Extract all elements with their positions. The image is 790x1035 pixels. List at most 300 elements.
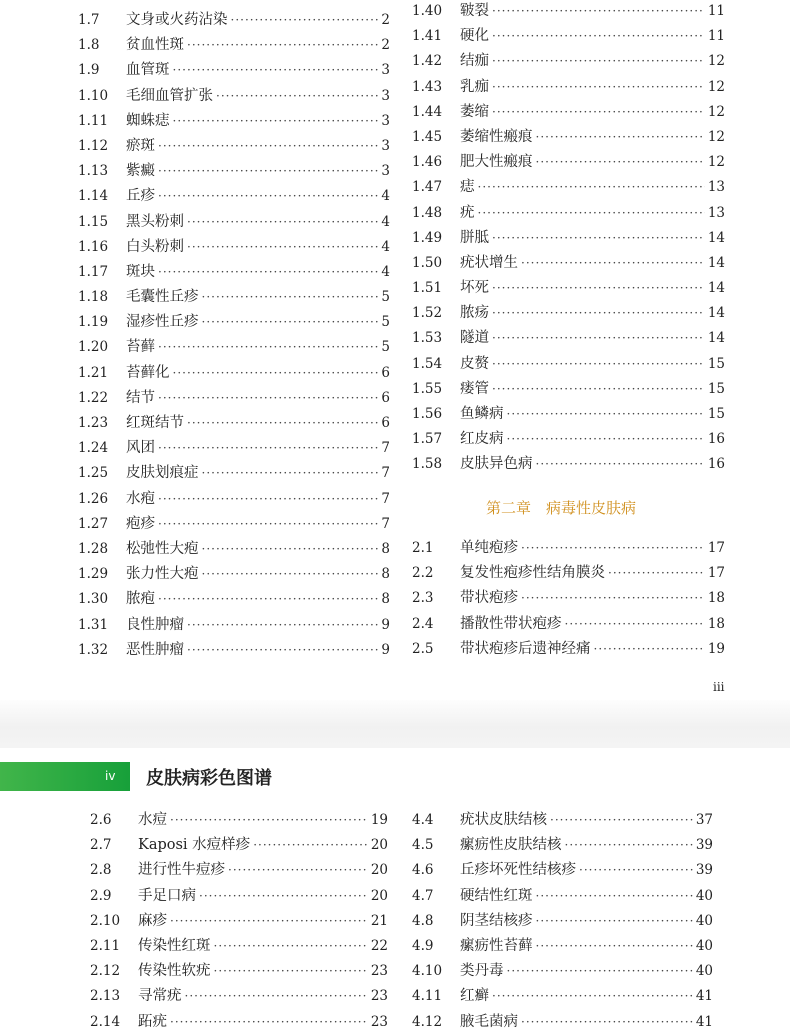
toc-entry-page: 9 <box>381 616 390 633</box>
toc-entry-page: 16 <box>707 431 725 448</box>
toc-entry-number: 1.52 <box>412 305 443 322</box>
toc-entry-title: 松弛性大疱 <box>126 540 199 557</box>
toc-entry-title: 瘘管 <box>460 380 489 397</box>
toc-entry-number: 1.46 <box>412 154 443 171</box>
toc-entry <box>90 984 388 1009</box>
leader-dots <box>594 642 705 656</box>
toc-entry-page: 12 <box>707 53 725 70</box>
leader-dots <box>158 189 378 203</box>
toc-entry-page: 18 <box>707 615 725 632</box>
toc-entry-number: 1.12 <box>78 137 109 154</box>
toc-entry <box>78 411 390 436</box>
toc-entry-number: 1.57 <box>412 431 443 448</box>
toc-entry-page: 7 <box>381 490 390 507</box>
leader-dots <box>565 838 693 852</box>
toc-entry-number: 1.11 <box>78 112 109 129</box>
toc-entry-title: 血管斑 <box>126 62 170 79</box>
toc-entry-title: 瘰疬性苔藓 <box>460 937 533 954</box>
toc-entry-title: 坏死 <box>460 280 489 297</box>
leader-dots <box>521 541 705 555</box>
toc-entry <box>90 959 388 984</box>
toc-entry-title: 类丹毒 <box>460 963 504 980</box>
toc-entry-number: 1.23 <box>78 415 109 431</box>
toc-entry <box>412 612 725 637</box>
toc-entry <box>412 251 725 276</box>
toc-entry-number: 4.6 <box>412 862 434 879</box>
leader-dots <box>158 391 378 405</box>
toc-entry-page: 5 <box>381 289 390 306</box>
toc-entry-number: 1.31 <box>78 616 109 633</box>
toc-entry-page: 40 <box>695 937 713 954</box>
leader-dots <box>158 265 378 279</box>
toc-entry-page: 12 <box>707 78 725 95</box>
toc-entry-number: 1.15 <box>78 213 109 230</box>
toc-entry <box>412 201 725 226</box>
toc-entry-number: 1.18 <box>78 289 109 306</box>
toc-entry-number: 1.44 <box>412 103 443 120</box>
page-number: iv <box>105 769 116 783</box>
leader-dots <box>492 331 705 345</box>
toc-entry-title: 丘疹坏死性结核疹 <box>460 862 576 879</box>
toc-entry-page: 40 <box>695 912 713 929</box>
toc-entry-title: 脓疡 <box>460 305 489 322</box>
toc-entry-title: 萎缩性瘢痕 <box>460 128 533 145</box>
toc-entry-number: 1.10 <box>78 87 109 104</box>
toc-right-column <box>412 0 725 478</box>
toc-entry-page: 12 <box>707 103 725 120</box>
leader-dots <box>187 416 378 430</box>
toc-entry-title: 蜘蛛痣 <box>126 112 170 129</box>
toc-entry-page: 7 <box>381 440 390 457</box>
toc-entry-page: 5 <box>381 339 390 356</box>
toc-entry-title: 丘疹 <box>126 188 155 205</box>
toc-entry-number: 4.10 <box>412 963 443 980</box>
toc-entry-page: 6 <box>381 364 390 381</box>
toc-entry <box>90 808 388 833</box>
chapter-heading: 第二章 病毒性皮肤病 <box>486 499 637 517</box>
leader-dots <box>521 256 705 270</box>
toc-entry-page: 7 <box>381 465 390 482</box>
toc-entry <box>90 934 388 959</box>
leader-dots <box>253 838 368 852</box>
toc-entry-title: 痣 <box>460 179 475 196</box>
toc-entry-title: 瘰疬性皮肤结核 <box>460 837 562 854</box>
toc-entry-page: 6 <box>381 415 390 431</box>
toc-entry <box>90 884 388 909</box>
toc-entry <box>412 452 725 477</box>
toc-entry-number: 1.32 <box>78 641 109 658</box>
toc-entry-page: 39 <box>695 862 713 879</box>
toc-entry-page: 16 <box>707 456 725 473</box>
toc-entry-title: 斑块 <box>126 263 155 280</box>
toc-entry-page: 12 <box>707 154 725 171</box>
toc-entry <box>78 461 390 486</box>
leader-dots <box>170 813 368 827</box>
leader-dots <box>202 567 379 581</box>
toc-entry <box>78 33 390 58</box>
page-tab-green <box>0 762 130 791</box>
leader-dots <box>536 939 693 953</box>
leader-dots <box>492 4 705 18</box>
toc-entry-page: 6 <box>381 389 390 406</box>
toc-entry-title: 张力性大疱 <box>126 566 199 583</box>
toc-entry <box>412 352 725 377</box>
leader-dots <box>521 591 705 605</box>
toc-entry-number: 1.28 <box>78 540 109 557</box>
leader-dots <box>187 215 378 229</box>
toc-entry-number: 4.9 <box>412 937 434 954</box>
leader-dots <box>536 914 693 928</box>
toc-entry-page: 4 <box>381 263 390 280</box>
toc-entry-number: 2.3 <box>412 590 434 607</box>
toc-entry-title: 传染性软疣 <box>138 963 211 980</box>
toc-entry-title: 腋毛菌病 <box>460 1013 518 1030</box>
toc-entry-page: 4 <box>381 213 390 230</box>
toc-entry-title: 跖疣 <box>138 1013 167 1030</box>
toc-entry-title: 红皮病 <box>460 431 504 448</box>
toc-entry <box>412 75 725 100</box>
toc-entry-page: 40 <box>695 887 713 904</box>
toc-entry-number: 1.54 <box>412 355 443 372</box>
toc-entry-title: 水疱 <box>126 490 155 507</box>
toc-entry-number: 2.2 <box>412 565 434 582</box>
leader-dots <box>507 407 705 421</box>
book-title: 皮肤病彩色图谱 <box>146 768 272 789</box>
toc-entry <box>90 833 388 858</box>
leader-dots <box>507 432 705 446</box>
toc-entry <box>78 613 390 638</box>
toc-entry-title: 风团 <box>126 440 155 457</box>
toc-entry-title: 带状疱疹 <box>460 590 518 607</box>
toc-entry-number: 1.49 <box>412 229 443 246</box>
toc-entry <box>78 285 390 310</box>
toc-entry <box>412 959 713 984</box>
toc-entry-number: 1.47 <box>412 179 443 196</box>
toc-entry <box>412 1010 713 1035</box>
leader-dots <box>492 105 705 119</box>
toc-entry-title: 毛细血管扩张 <box>126 87 213 104</box>
leader-dots <box>579 863 693 877</box>
toc-entry-title: 苔藓 <box>126 339 155 356</box>
leader-dots <box>199 889 368 903</box>
toc-entry <box>78 587 390 612</box>
toc-entry-title: 黑头粉刺 <box>126 213 184 230</box>
leader-dots <box>187 643 378 657</box>
toc-entry-title: 白头粉刺 <box>126 238 184 255</box>
toc-entry <box>78 260 390 285</box>
leader-dots <box>214 939 368 953</box>
toc-entry-number: 2.6 <box>90 812 112 828</box>
toc-entry-number: 1.45 <box>412 128 443 145</box>
toc-entry <box>412 377 725 402</box>
toc-entry-number: 1.58 <box>412 456 443 473</box>
leader-dots <box>216 89 378 103</box>
toc-entry-title: 肥大性瘢痕 <box>460 154 533 171</box>
leader-dots <box>536 457 705 471</box>
toc-entry <box>78 310 390 335</box>
toc-entry-page: 15 <box>707 406 725 422</box>
leader-dots <box>507 964 693 978</box>
toc-entry <box>412 427 725 452</box>
toc-entry-page: 4 <box>381 188 390 205</box>
toc-entry-title: 水痘 <box>138 812 167 828</box>
leader-dots <box>492 29 705 43</box>
toc-entry-number: 1.7 <box>78 12 100 28</box>
toc-entry-page: 14 <box>707 280 725 297</box>
leader-dots <box>158 517 378 531</box>
toc-entry-title: 脓疱 <box>126 591 155 608</box>
toc-entry-number: 1.24 <box>78 440 109 457</box>
toc-entry <box>78 235 390 260</box>
leader-dots <box>565 617 705 631</box>
toc-entry <box>90 858 388 883</box>
toc-entry-title: 播散性带状疱疹 <box>460 615 562 632</box>
toc-entry-page: 14 <box>707 305 725 322</box>
toc-entry-title: 湿疹性丘疹 <box>126 314 199 331</box>
toc-entry <box>78 487 390 512</box>
toc-left-column <box>90 808 388 1035</box>
toc-entry-page: 20 <box>370 837 388 854</box>
toc-entry <box>412 326 725 351</box>
leader-dots <box>478 180 705 194</box>
leader-dots <box>228 863 368 877</box>
toc-entry <box>412 0 725 24</box>
toc-entry <box>412 934 713 959</box>
leader-dots <box>492 281 705 295</box>
leader-dots <box>202 466 379 480</box>
toc-left-column <box>78 8 390 663</box>
toc-entry-page: 18 <box>707 590 725 607</box>
page-number: iii <box>713 680 725 694</box>
leader-dots <box>170 914 368 928</box>
toc-entry-number: 1.13 <box>78 163 109 180</box>
toc-entry-title: 文身或火药沾染 <box>126 12 228 28</box>
toc-entry-page: 17 <box>707 540 725 556</box>
toc-entry-title: 毛囊性丘疹 <box>126 289 199 306</box>
leader-dots <box>158 164 378 178</box>
toc-entry-number: 2.12 <box>90 963 121 980</box>
leader-dots <box>170 1015 368 1029</box>
toc-entry <box>78 335 390 360</box>
toc-entry-number: 2.8 <box>90 862 112 879</box>
toc-entry <box>78 134 390 159</box>
leader-dots <box>173 63 379 77</box>
toc-entry-title: 寻常疣 <box>138 988 182 1005</box>
toc-entry-number: 1.22 <box>78 389 109 406</box>
toc-entry <box>412 125 725 150</box>
toc-entry <box>78 84 390 109</box>
toc-entry-page: 40 <box>695 963 713 980</box>
toc-entry-page: 41 <box>695 1013 713 1030</box>
toc-entry-title: 乳痂 <box>460 78 489 95</box>
toc-entry-page: 4 <box>381 238 390 255</box>
toc-entry-page: 20 <box>370 862 388 879</box>
leader-dots <box>478 206 705 220</box>
toc-chapter-two-column <box>412 536 725 662</box>
toc-entry-title: Kaposi 水痘样疹 <box>138 837 251 854</box>
toc-entry <box>412 808 713 833</box>
toc-entry-title: 萎缩 <box>460 103 489 120</box>
toc-entry <box>412 833 713 858</box>
toc-entry-page: 22 <box>370 937 388 954</box>
toc-entry <box>78 512 390 537</box>
leader-dots <box>492 306 705 320</box>
toc-entry-page: 8 <box>381 540 390 557</box>
toc-entry <box>412 402 725 427</box>
toc-entry-page: 2 <box>381 37 390 54</box>
toc-entry <box>412 536 725 561</box>
toc-entry-title: 胼胝 <box>460 229 489 246</box>
toc-entry-number: 1.56 <box>412 406 443 422</box>
toc-entry-number: 2.5 <box>412 640 434 657</box>
toc-entry-page: 23 <box>370 988 388 1005</box>
toc-entry-page: 11 <box>707 28 725 45</box>
toc-entry-number: 1.42 <box>412 53 443 70</box>
toc-entry-page: 8 <box>381 591 390 608</box>
leader-dots <box>173 114 379 128</box>
toc-entry-number: 2.9 <box>90 887 112 904</box>
leader-dots <box>231 13 379 27</box>
toc-entry-title: 皮肤划痕症 <box>126 465 199 482</box>
toc-entry-number: 1.55 <box>412 380 443 397</box>
toc-entry-page: 12 <box>707 128 725 145</box>
toc-entry <box>78 361 390 386</box>
leader-dots <box>536 889 693 903</box>
toc-entry-number: 2.4 <box>412 615 434 632</box>
toc-entry-title: 复发性疱疹性结角膜炎 <box>460 565 605 582</box>
toc-entry <box>78 109 390 134</box>
toc-entry <box>412 909 713 934</box>
leader-dots <box>492 357 705 371</box>
toc-entry-number: 1.21 <box>78 364 109 381</box>
toc-entry-number: 2.1 <box>412 540 434 556</box>
toc-entry-title: 紫癜 <box>126 163 155 180</box>
toc-entry-number: 1.40 <box>412 3 443 19</box>
toc-entry-page: 3 <box>381 137 390 154</box>
toc-entry-page: 23 <box>370 963 388 980</box>
toc-entry-title: 硬结性红斑 <box>460 887 533 904</box>
toc-entry-number: 4.5 <box>412 837 434 854</box>
leader-dots <box>187 38 378 52</box>
toc-entry-number: 1.25 <box>78 465 109 482</box>
toc-entry-page: 5 <box>381 314 390 331</box>
toc-entry <box>412 561 725 586</box>
toc-entry-number: 1.17 <box>78 263 109 280</box>
leader-dots <box>214 964 368 978</box>
toc-entry <box>78 159 390 184</box>
toc-entry-page: 2 <box>381 12 390 28</box>
toc-entry <box>412 858 713 883</box>
toc-entry-number: 2.13 <box>90 988 121 1005</box>
toc-entry-page: 14 <box>707 254 725 271</box>
toc-entry-title: 良性肿瘤 <box>126 616 184 633</box>
toc-entry-number: 1.51 <box>412 280 443 297</box>
toc-entry-number: 4.7 <box>412 887 434 904</box>
toc-entry <box>90 909 388 934</box>
toc-entry-title: 结节 <box>126 389 155 406</box>
toc-entry-number: 1.16 <box>78 238 109 255</box>
toc-entry-page: 9 <box>381 641 390 658</box>
toc-entry-number: 1.8 <box>78 37 100 54</box>
toc-entry-number: 1.29 <box>78 566 109 583</box>
toc-entry-number: 1.53 <box>412 330 443 347</box>
toc-entry-title: 带状疱疹后遗神经痛 <box>460 640 591 657</box>
toc-entry-title: 恶性肿瘤 <box>126 641 184 658</box>
toc-entry <box>412 301 725 326</box>
toc-entry-page: 17 <box>707 565 725 582</box>
leader-dots <box>185 989 368 1003</box>
leader-dots <box>158 340 378 354</box>
toc-entry-page: 13 <box>707 204 725 221</box>
leader-dots <box>187 240 378 254</box>
toc-entry <box>412 24 725 49</box>
toc-entry <box>78 638 390 663</box>
toc-entry-page: 8 <box>381 566 390 583</box>
toc-entry-page: 20 <box>370 887 388 904</box>
toc-entry-title: 麻疹 <box>138 912 167 929</box>
toc-entry-number: 1.19 <box>78 314 109 331</box>
toc-entry-page: 13 <box>707 179 725 196</box>
toc-entry <box>412 637 725 662</box>
toc-entry-number: 2.11 <box>90 937 121 954</box>
toc-entry <box>78 184 390 209</box>
leader-dots <box>521 1015 693 1029</box>
toc-entry-page: 14 <box>707 330 725 347</box>
toc-entry-page: 37 <box>695 812 713 828</box>
toc-entry-title: 瘀斑 <box>126 137 155 154</box>
toc-entry <box>412 226 725 251</box>
toc-entry-title: 隧道 <box>460 330 489 347</box>
leader-dots <box>173 366 379 380</box>
toc-entry-title: 结痂 <box>460 53 489 70</box>
toc-entry-page: 7 <box>381 515 390 532</box>
toc-right-column <box>412 808 713 1035</box>
toc-entry-number: 1.20 <box>78 339 109 356</box>
toc-entry-title: 手足口病 <box>138 887 196 904</box>
leader-dots <box>536 130 705 144</box>
toc-entry-page: 39 <box>695 837 713 854</box>
toc-entry-page: 3 <box>381 163 390 180</box>
toc-entry <box>412 884 713 909</box>
leader-dots <box>492 54 705 68</box>
toc-entry-page: 3 <box>381 112 390 129</box>
toc-entry-number: 4.11 <box>412 988 443 1005</box>
toc-entry-page: 11 <box>707 3 725 19</box>
leader-dots <box>202 315 379 329</box>
toc-entry-title: 皮肤异色病 <box>460 456 533 473</box>
toc-entry-title: 皮赘 <box>460 355 489 372</box>
toc-entry-number: 1.41 <box>412 28 443 45</box>
toc-entry-number: 2.10 <box>90 912 121 929</box>
toc-entry-page: 3 <box>381 62 390 79</box>
toc-entry-title: 鱼鳞病 <box>460 406 504 422</box>
toc-entry-title: 疱疹 <box>126 515 155 532</box>
toc-entry-number: 1.27 <box>78 515 109 532</box>
toc-entry-title: 硬化 <box>460 28 489 45</box>
leader-dots <box>202 542 379 556</box>
toc-entry-number: 2.14 <box>90 1013 121 1030</box>
toc-entry-page: 41 <box>695 988 713 1005</box>
toc-entry <box>412 586 725 611</box>
toc-entry-number: 2.7 <box>90 837 112 854</box>
toc-entry-title: 进行性牛痘疹 <box>138 862 225 879</box>
toc-entry-number: 4.12 <box>412 1013 443 1030</box>
leader-dots <box>492 382 705 396</box>
toc-entry-page: 23 <box>370 1013 388 1030</box>
toc-entry-title: 单纯疱疹 <box>460 540 518 556</box>
leader-dots <box>608 566 705 580</box>
toc-entry-page: 21 <box>370 912 388 929</box>
